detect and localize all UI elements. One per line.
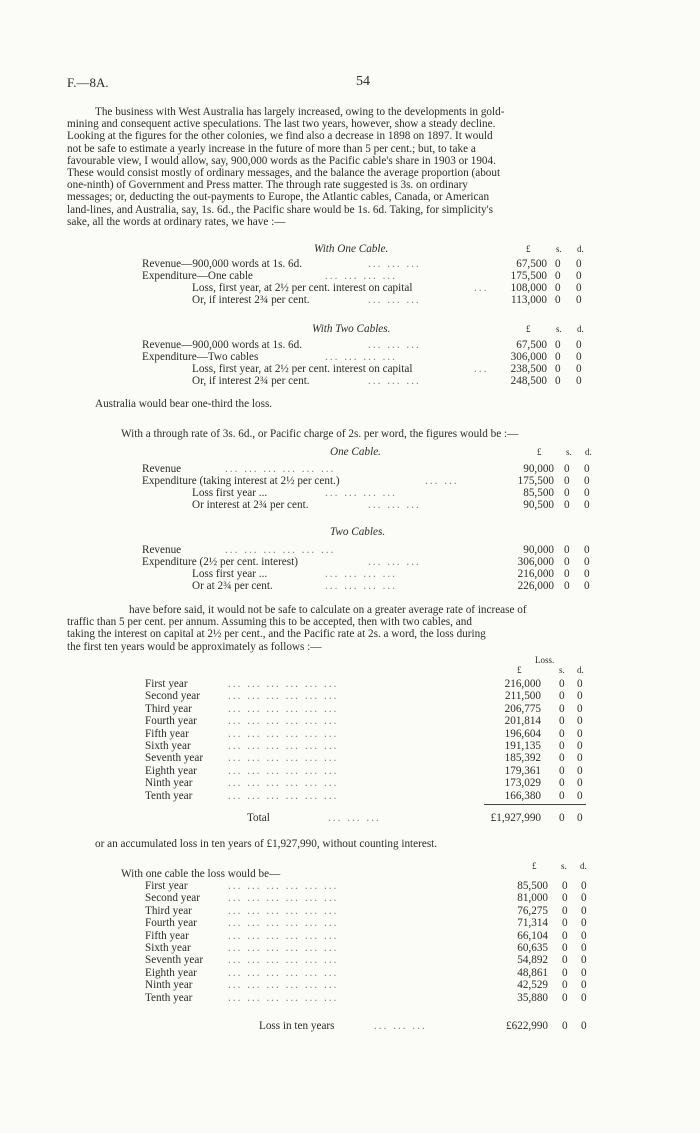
table-row-label: Loss first year ... <box>192 487 268 499</box>
shilling-cell: 0 <box>562 991 568 1004</box>
pence-cell: 0 <box>577 812 583 824</box>
leader-dots: ... ... ... ... ... ... <box>225 463 336 475</box>
pence-cell: 0 <box>581 991 587 1004</box>
paragraph-line: taking the interest on capital at 2½ per cent., and the Pacific rate at 2s. a word, the loss during <box>67 628 486 641</box>
year-label: First year <box>145 880 188 892</box>
shilling-cell: 0 <box>559 812 565 824</box>
pence-cell: 0 <box>577 702 583 715</box>
amount-cell: 71,314 <box>517 917 548 930</box>
shilling-cell: 0 <box>559 752 565 765</box>
pence-cell: 0 <box>577 752 583 765</box>
pence-cell: 0 <box>577 789 583 802</box>
amount-cell: 306,000 <box>510 351 547 363</box>
shilling-header: s. <box>559 665 565 675</box>
table-row-label: Revenue—900,000 words at 1s. 6d. <box>142 258 303 270</box>
shilling-cell: 0 <box>555 258 561 270</box>
pence-cell: 0 <box>581 979 587 992</box>
shilling-cell: 0 <box>562 917 568 930</box>
year-label: Fourth year <box>145 715 197 728</box>
pence-cell: 0 <box>584 568 590 580</box>
pence-header: d. <box>577 665 584 675</box>
total-amount: £622,990 <box>506 1020 548 1032</box>
loss-column-heading: Loss. <box>535 655 555 665</box>
amount-cell: 216,000 <box>517 568 554 580</box>
leader-dots: ... ... ... ... ... ... <box>228 678 339 690</box>
total-rule <box>484 804 586 805</box>
pence-cell: 0 <box>577 715 583 728</box>
intro-line: land-lines, and Australia, say, 1s. 6d., the Pacific share would be 1s. 6d. Taking, for simplicity's <box>67 203 493 216</box>
leader-dots: ... ... ... <box>368 339 421 351</box>
shilling-cell: 0 <box>564 544 570 556</box>
shilling-cell: 0 <box>559 764 565 777</box>
shilling-cell: 0 <box>559 727 565 740</box>
amount-cell: 211,500 <box>505 690 541 703</box>
leader-dots: ... ... ... <box>368 499 421 511</box>
intro-line: favourable view, I would allow, say, 900,000 words as the Pacific cable's share in 1903 or 1904. <box>67 154 496 167</box>
intro-line: These would consist mostly of ordinary messages, and the balance the average proportion (about <box>67 167 501 180</box>
pence-cell: 0 <box>581 942 587 954</box>
intro-paragraph <box>67 106 632 228</box>
pence-cell: 0 <box>581 904 587 917</box>
year-label: First year <box>145 678 188 690</box>
amount-cell: 248,500 <box>510 375 547 387</box>
leader-dots: ... ... ... ... ... ... <box>228 904 339 917</box>
amount-cell: 90,000 <box>523 544 554 556</box>
shilling-cell: 0 <box>559 690 565 703</box>
year-label: Third year <box>145 702 192 715</box>
shilling-cell: 0 <box>562 904 568 917</box>
pence-header: d. <box>585 447 592 457</box>
amount-cell: 216,000 <box>504 678 541 690</box>
pence-cell: 0 <box>577 727 583 740</box>
year-label: Tenth year <box>145 789 193 802</box>
shilling-cell: 0 <box>564 487 570 499</box>
leader-dots: ... ... ... <box>368 258 421 270</box>
table-row-label: Loss first year ... <box>192 568 268 580</box>
amount-cell: 179,361 <box>504 764 541 777</box>
shilling-cell: 0 <box>555 363 561 375</box>
pence-cell: 0 <box>581 966 587 979</box>
year-label: Seventh year <box>145 752 204 765</box>
table-heading-one-cable: With One Cable. <box>314 243 389 255</box>
leader-dots: ... ... ... ... ... ... <box>228 892 339 905</box>
shilling-cell: 0 <box>555 351 561 363</box>
shilling-cell: 0 <box>562 966 568 979</box>
shilling-cell: 0 <box>555 282 561 294</box>
pence-cell: 0 <box>584 463 590 475</box>
leader-dots: ... ... ... ... ... ... <box>228 979 339 992</box>
intro-line: mining and consequent active speculations. The last two years, however, show a steady decline. <box>67 118 496 131</box>
leader-dots: ... ... ... ... ... ... <box>228 917 339 930</box>
leader-dots: ... ... ... ... <box>325 568 397 580</box>
pence-cell: 0 <box>576 258 582 270</box>
total-amount: £1,927,990 <box>490 812 541 824</box>
leader-dots: ... ... ... ... ... ... <box>228 690 339 703</box>
amount-cell: 90,500 <box>523 499 554 511</box>
shilling-cell: 0 <box>564 556 570 568</box>
table-row-label: Or at 2¾ per cent. <box>192 580 273 592</box>
table-row-label: Or, if interest 2¾ per cent. <box>192 294 310 306</box>
shilling-cell: 0 <box>564 568 570 580</box>
year-label: Fourth year <box>145 917 197 930</box>
table-heading-two-cables: With Two Cables. <box>312 323 391 335</box>
pound-header: £ <box>526 324 531 334</box>
table-row-label: Revenue <box>142 463 182 475</box>
amount-cell: 191,135 <box>504 740 541 752</box>
year-label: Second year <box>145 892 200 905</box>
pence-cell: 0 <box>577 777 583 790</box>
shilling-header: s. <box>561 861 567 871</box>
page-number: 54 <box>356 74 370 89</box>
leader-dots: ... ... ... ... ... ... <box>228 740 339 752</box>
amount-cell: 67,500 <box>516 339 547 351</box>
table-heading-two-cables-2: Two Cables. <box>330 526 386 538</box>
leader-dots: ... ... ... ... ... ... <box>225 544 336 556</box>
pence-cell: 0 <box>584 580 590 592</box>
amount-cell: 113,000 <box>511 294 547 306</box>
pence-cell: 0 <box>576 270 582 282</box>
pence-cell: 0 <box>576 339 582 351</box>
amount-cell: 306,000 <box>517 556 554 568</box>
pence-cell: 0 <box>581 1020 587 1032</box>
table-heading-one-cable-2: One Cable. <box>330 446 381 458</box>
leader-dots: ... ... ... ... ... ... <box>228 942 339 954</box>
pound-header: £ <box>517 665 522 675</box>
shilling-cell: 0 <box>562 929 568 942</box>
pound-header: £ <box>526 244 531 254</box>
year-label: Fifth year <box>145 929 189 942</box>
leader-dots: ... ... ... ... ... ... <box>228 880 339 892</box>
leader-dots: ... ... ... ... ... ... <box>228 777 339 790</box>
pence-cell: 0 <box>576 294 582 306</box>
pence-cell: 0 <box>584 499 590 511</box>
pence-cell: 0 <box>576 351 582 363</box>
table-row-label: Loss, first year, at 2½ per cent. interest on capital <box>192 363 413 375</box>
intro-line: The business with West Australia has largely increased, owing to the developments in gold- <box>95 106 505 118</box>
pence-cell: 0 <box>577 678 583 690</box>
shilling-cell: 0 <box>559 678 565 690</box>
pence-cell: 0 <box>584 475 590 487</box>
table-row-label: Expenditure (taking interest at 2½ per cent.) <box>142 475 340 487</box>
intro-line: messages; or, deducting the out-payments to Europe, the Atlantic cables, Canada, or American <box>67 191 490 204</box>
pence-header: d. <box>580 861 587 871</box>
one-cable-intro: With one cable the loss would be— <box>121 868 281 880</box>
pence-cell: 0 <box>584 556 590 568</box>
pence-cell: 0 <box>577 764 583 777</box>
shilling-cell: 0 <box>559 740 565 752</box>
amount-cell: 201,814 <box>504 715 541 728</box>
table-row-label: Expenditure—One cable <box>142 270 253 282</box>
leader-dots: ... ... ... ... ... ... <box>228 991 339 1004</box>
amount-cell: 48,861 <box>517 966 548 979</box>
pence-cell: 0 <box>576 363 582 375</box>
pence-cell: 0 <box>581 880 587 892</box>
shilling-cell: 0 <box>559 777 565 790</box>
shilling-cell: 0 <box>562 954 568 967</box>
amount-cell: 90,000 <box>523 463 554 475</box>
amount-cell: 66,104 <box>517 929 548 942</box>
table-row-label: Or, if interest 2¾ per cent. <box>192 375 310 387</box>
amount-cell: 185,392 <box>504 752 541 765</box>
amount-cell: 173,029 <box>504 777 541 790</box>
shilling-cell: 0 <box>559 789 565 802</box>
leader-dots: ... ... ... ... ... ... <box>228 764 339 777</box>
shilling-cell: 0 <box>555 270 561 282</box>
shilling-cell: 0 <box>562 942 568 954</box>
year-label: Seventh year <box>145 954 204 967</box>
year-label: Ninth year <box>145 777 193 790</box>
amount-cell: 175,500 <box>517 475 554 487</box>
table-row-label: Or interest at 2¾ per cent. <box>192 499 309 511</box>
year-label: Third year <box>145 904 192 917</box>
amount-cell: 85,500 <box>517 880 548 892</box>
leader-dots: ... ... ... ... ... ... <box>228 929 339 942</box>
year-label: Tenth year <box>145 991 193 1004</box>
leader-dots: ... <box>474 282 489 294</box>
amount-cell: 60,635 <box>517 942 548 954</box>
pound-header: £ <box>537 447 542 457</box>
leader-dots: ... ... ... <box>368 375 421 387</box>
shilling-cell: 0 <box>559 715 565 728</box>
through-rate-paragraph: With a through rate of 3s. 6d., or Pacific charge of 2s. per word, the figures would be :— <box>121 428 519 440</box>
accumulated-note: or an accumulated loss in ten years of £1,927,990, without counting interest. <box>95 838 438 850</box>
paragraph-line: have before said, it would not be safe to calculate on a greater average rate of increase of <box>129 604 527 616</box>
leader-dots: ... ... ... <box>368 556 421 568</box>
amount-cell: 81,000 <box>517 892 548 905</box>
pence-cell: 0 <box>577 690 583 703</box>
leader-dots: ... ... ... ... <box>325 270 397 282</box>
total-label: Total <box>247 812 270 824</box>
pence-cell: 0 <box>584 487 590 499</box>
leader-dots: ... ... ... ... <box>325 351 397 363</box>
shilling-cell: 0 <box>562 892 568 905</box>
pence-cell: 0 <box>577 740 583 752</box>
shilling-cell: 0 <box>555 339 561 351</box>
shilling-cell: 0 <box>555 294 561 306</box>
pence-header: d. <box>577 324 584 334</box>
pence-cell: 0 <box>581 892 587 905</box>
document-reference: F.—8A. <box>67 75 109 90</box>
shilling-cell: 0 <box>562 1020 568 1032</box>
shilling-cell: 0 <box>564 580 570 592</box>
leader-dots: ... ... ... ... ... ... <box>228 789 339 802</box>
intro-line: sake, all the words at ordinary rates, we have :— <box>67 215 286 228</box>
leader-dots: ... ... ... ... <box>325 487 397 499</box>
year-label: Eighth year <box>145 764 197 777</box>
amount-cell: 166,380 <box>504 789 541 802</box>
leader-dots: ... ... ... ... <box>325 580 397 592</box>
amount-cell: 196,604 <box>504 727 541 740</box>
amount-cell: 67,500 <box>516 258 547 270</box>
leader-dots: ... ... <box>425 475 459 487</box>
amount-cell: 226,000 <box>517 580 554 592</box>
amount-cell: 35,880 <box>517 991 548 1004</box>
leader-dots: ... ... ... ... ... ... <box>228 702 339 715</box>
shilling-cell: 0 <box>564 475 570 487</box>
total-label: Loss in ten years <box>259 1020 335 1032</box>
amount-cell: 206,775 <box>504 702 541 715</box>
leader-dots: ... ... ... <box>368 294 421 306</box>
shilling-cell: 0 <box>562 979 568 992</box>
amount-cell: 76,275 <box>517 904 548 917</box>
shilling-cell: 0 <box>559 702 565 715</box>
amount-cell: 54,892 <box>517 954 548 967</box>
amount-cell: 238,500 <box>510 363 547 375</box>
leader-dots: ... ... ... <box>328 812 381 824</box>
leader-dots: ... ... ... <box>374 1020 427 1032</box>
shilling-cell: 0 <box>564 499 570 511</box>
intro-line: one-ninth) of Government and Press matter. The through rate suggested is 3s. on ordinary <box>67 179 468 192</box>
shilling-header: s. <box>566 447 572 457</box>
table-row-label: Loss, first year, at 2½ per cent. interest on capital <box>192 282 413 294</box>
table-row-label: Revenue—900,000 words at 1s. 6d. <box>142 339 303 351</box>
pence-cell: 0 <box>576 375 582 387</box>
paragraph-line: the first ten years would be approximately as follows :— <box>67 640 322 653</box>
table-row-label: Revenue <box>142 544 182 556</box>
leader-dots: ... ... ... ... ... ... <box>228 966 339 979</box>
amount-cell: 85,500 <box>523 487 554 499</box>
year-label: Ninth year <box>145 979 193 992</box>
pence-cell: 0 <box>581 929 587 942</box>
shilling-header: s. <box>556 244 562 254</box>
leader-dots: ... <box>474 363 489 375</box>
loss-paragraph <box>67 604 632 653</box>
amount-cell: 108,000 <box>510 282 547 294</box>
shilling-cell: 0 <box>564 463 570 475</box>
table-row-label: Expenditure (2½ per cent. interest) <box>142 556 298 568</box>
pence-cell: 0 <box>576 282 582 294</box>
shilling-cell: 0 <box>555 375 561 387</box>
leader-dots: ... ... ... ... ... ... <box>228 727 339 740</box>
intro-line: Looking at the figures for the other colonies, we find also a decrease in 1898 on 1897. It would <box>67 130 493 143</box>
table-row-label: Expenditure—Two cables <box>142 351 259 363</box>
intro-line: not be safe to estimate a yearly increase in the future of more than 5 per cent.; but, to take a <box>67 142 476 155</box>
leader-dots: ... ... ... ... ... ... <box>228 752 339 765</box>
amount-cell: 175,500 <box>510 270 547 282</box>
leader-dots: ... ... ... ... ... ... <box>228 715 339 728</box>
australia-note: Australia would bear one-third the loss. <box>95 398 273 410</box>
pence-header: d. <box>577 244 584 254</box>
pence-cell: 0 <box>581 917 587 930</box>
year-label: Fifth year <box>145 727 189 740</box>
shilling-cell: 0 <box>562 880 568 892</box>
paragraph-line: traffic than 5 per cent. per annum. Assuming this to be accepted, then with two cables, and <box>67 616 472 629</box>
shilling-header: s. <box>556 324 562 334</box>
leader-dots: ... ... ... ... ... ... <box>228 954 339 967</box>
amount-cell: 42,529 <box>517 979 548 992</box>
year-label: Second year <box>145 690 200 703</box>
year-label: Sixth year <box>145 740 191 752</box>
pound-header: £ <box>532 861 537 871</box>
year-label: Eighth year <box>145 966 197 979</box>
year-label: Sixth year <box>145 942 191 954</box>
pence-cell: 0 <box>581 954 587 967</box>
pence-cell: 0 <box>584 544 590 556</box>
